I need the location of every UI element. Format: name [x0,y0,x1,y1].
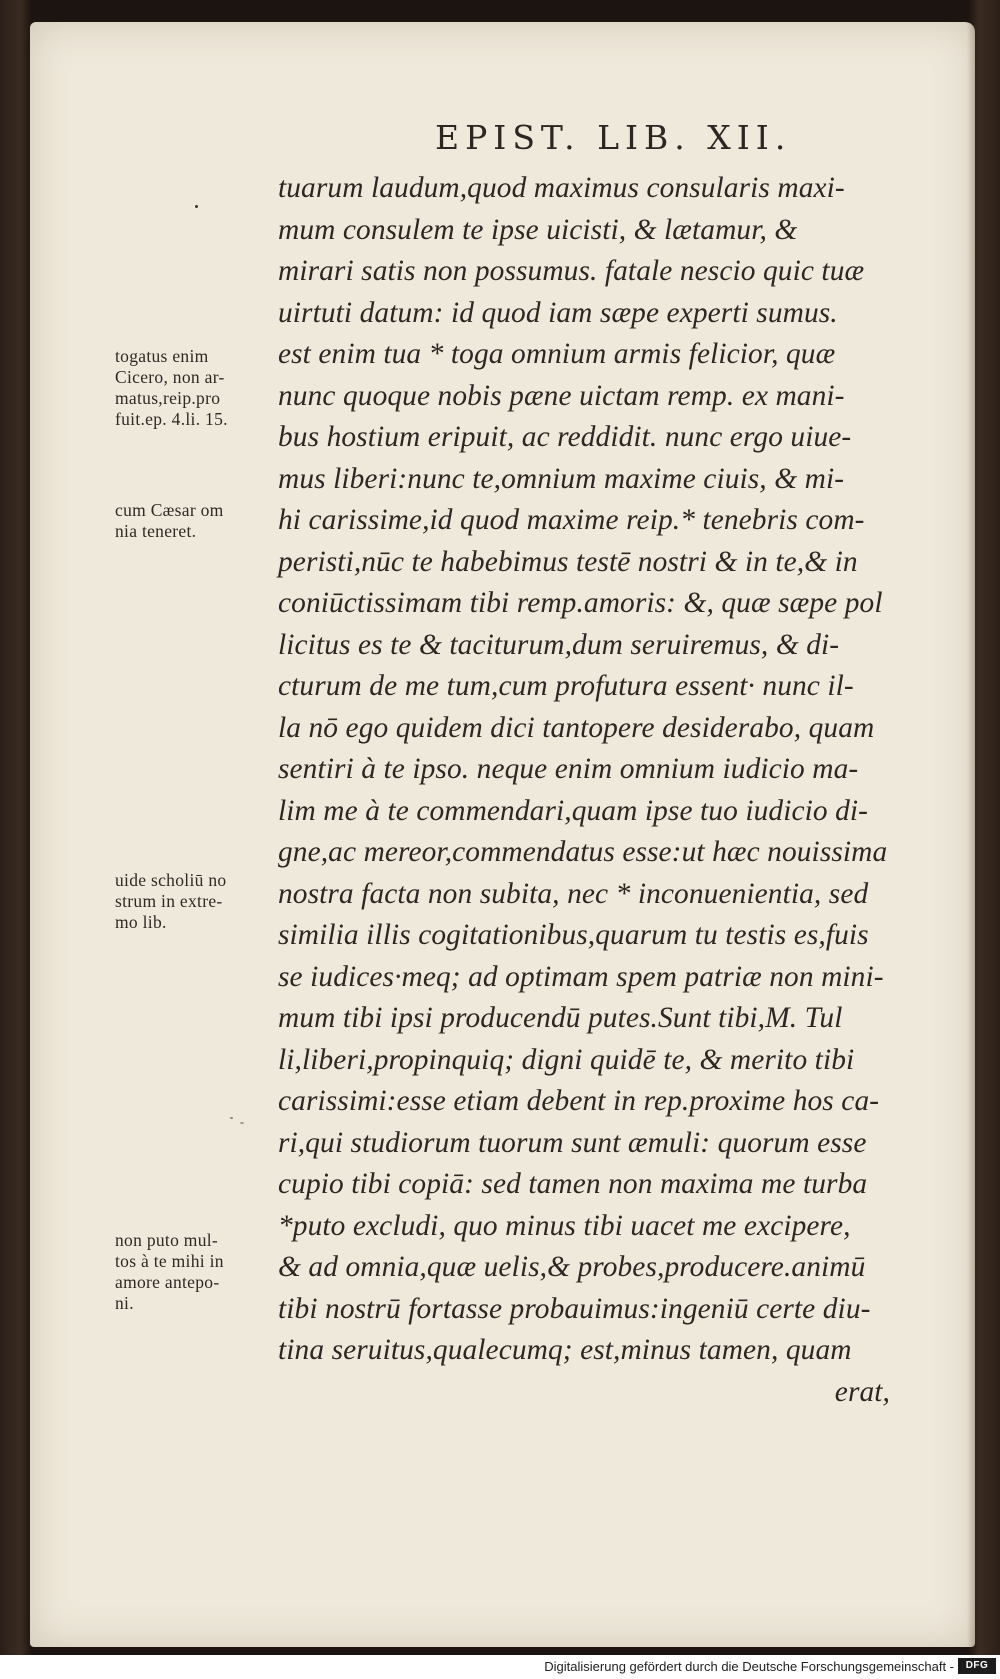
text-line: mum consulem te ipse uicisti, & lætamur, & [278,213,798,246]
text-line: tibi nostrū fortasse probauimus:ingeniū certe diu- [278,1292,871,1325]
text-line: nunc quoque nobis pæne uictam remp. ex mani- [278,379,845,412]
text-line: mus liberi:nunc te,omnium maxime ciuis, & mi- [278,462,845,495]
text-line: ri,qui studiorum tuorum sunt æmuli: quorum esse [278,1126,867,1159]
text-line: mum tibi ipsi producendū putes.Sunt tibi,M. Tul [278,1002,843,1034]
margin-note-line: cum Cæsar om [115,500,224,520]
page-edge-shadow [967,22,975,1647]
margin-note-togatus [115,346,290,430]
text-line: cturum de me tum,cum profutura essent· nunc il- [278,670,854,702]
margin-note-line: non puto mul- [115,1230,219,1250]
margin-note-line: fuit.ep. 4.li. 15. [115,409,228,429]
margin-note-line: matus,reip.pro [115,388,221,408]
margin-note-caesar [115,500,290,542]
footer-bar [0,1655,1000,1679]
text-line: se iudices·meq; ad optimam spem patriæ non mini- [278,960,884,993]
text-line: *puto excludi, quo minus tibi uacet me excipere, [278,1209,851,1242]
text-line: mirari satis non possumus. fatale nescio quic tuæ [278,255,865,287]
text-line: lim me à te commendari,quam ipse tuo iudicio di- [278,794,869,827]
margin-note-line: ni. [115,1293,134,1313]
text-line: tina seruitus,qualecumq; est,minus tamen, quam [278,1334,852,1366]
text-line: li,liberi,propinquiq; digni quidē te, & merito tibi [278,1043,855,1076]
text-line: la nō ego quidem dici tantopere desiderabo, quam [278,711,875,744]
running-header: EPIST. LIB. XII. [435,118,792,157]
text-line: uirtuti datum: id quod iam sæpe experti sumus. [278,296,838,329]
margin-note-line: strum in extre- [115,891,223,911]
ink-speck [240,1122,244,1124]
text-line: est enim tua * toga omnium armis felicior, quæ [278,338,836,370]
text-line: similia illis cogitationibus,quarum tu testis es,fuis [278,919,869,951]
margin-note-line: Cicero, non ar- [115,367,225,387]
margin-note-line: uide scholiū no [115,870,227,890]
margin-note-non-puto [115,1230,290,1314]
margin-note-line: togatus enim [115,346,209,366]
margin-note-scholium [115,870,290,933]
text-line: hi carissime,id quod maxime reip.* tenebris com- [278,504,865,536]
funding-credit: Digitalisierung gefördert durch die Deutsche Forschungsgemeinschaft - [544,1659,954,1674]
main-text-block [278,168,928,1413]
margin-note-line: mo lib. [115,912,167,932]
ink-speck [195,205,198,208]
text-line: sentiri à te ipso. neque enim omnium iudicio ma- [278,753,859,785]
text-line: carissimi:esse etiam debent in rep.proxime hos ca- [278,1085,880,1117]
dfg-logo: DFG [958,1658,996,1674]
text-line: & ad omnia,quæ uelis,& probes,producere.animū [278,1251,866,1283]
text-line: gne,ac mereor,commendatus esse:ut hæc nouissima [278,836,888,868]
text-line: peristi,nūc te habebimus testē nostri & in te,& in [278,545,858,578]
text-line: bus hostium eripuit, ac reddidit. nunc ergo uiue- [278,421,852,453]
margin-note-line: nia teneret. [115,521,197,541]
margin-note-line: amore antepo- [115,1272,220,1292]
text-line: licitus es te & taciturum,dum seruiremus, & di- [278,628,840,661]
margin-note-line: tos à te mihi in [115,1251,224,1271]
catchword-line: erat, [834,1375,890,1408]
text-line: tuarum laudum,quod maximus consularis maxi- [278,172,845,204]
ink-speck [230,1117,233,1119]
text-line: cupio tibi copiā: sed tamen non maxima me turba [278,1168,868,1200]
text-line: nostra facta non subita, nec * inconuenientia, sed [278,877,869,910]
text-line: coniūctissimam tibi remp.amoris: &, quæ sæpe pol [278,587,883,619]
